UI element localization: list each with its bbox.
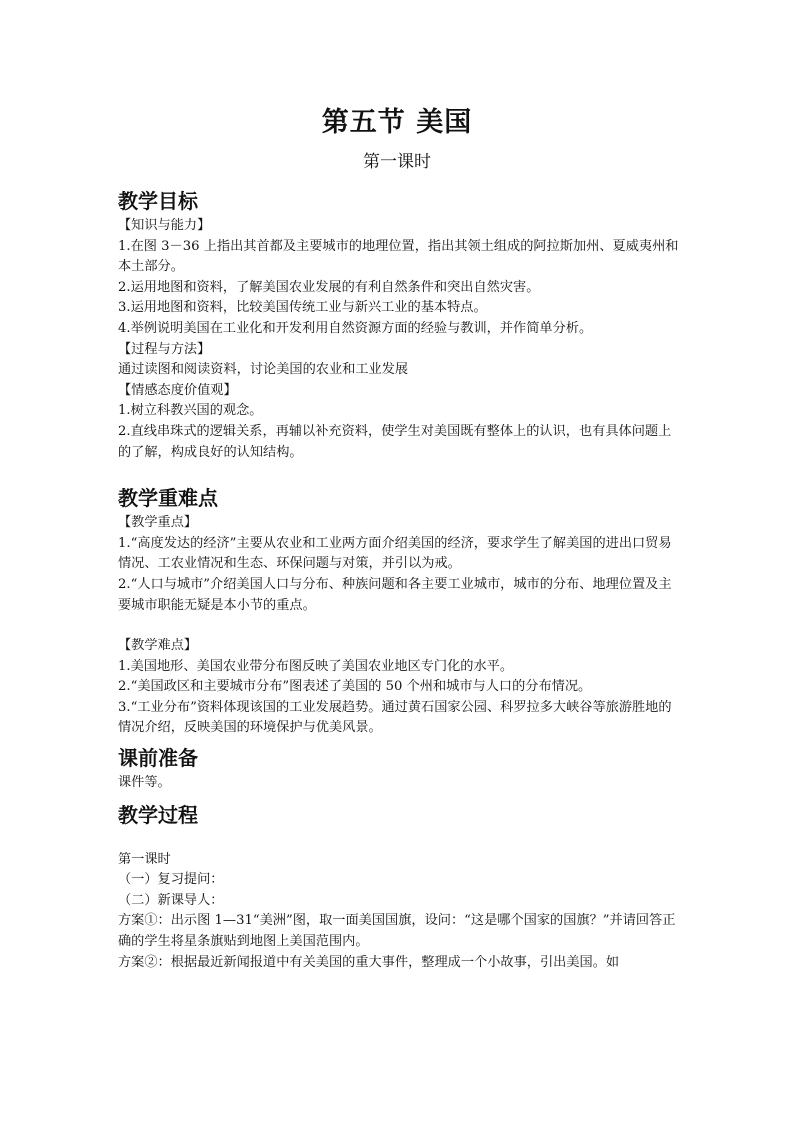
prep-text: 课件等。 — [118, 775, 171, 791]
process-line: （二）新课导人： — [118, 892, 224, 908]
emotion-item: 1.树立科教兴国的观念。 — [118, 403, 263, 419]
difficulty-label: 【教学难点】 — [118, 638, 198, 654]
knowledge-item: 3.运用地图和资料，比较美国传统工业与新兴工业的基本特点。 — [118, 300, 487, 316]
process-line: 方案②：根据最近新闻报道中有关美国的重大事件，整理成一个小故事，引出美国。如 — [118, 954, 620, 970]
difficulty-item: 2.“美国政区和主要城市分布”图表述了美国的 50 个州和城市与人口的分布情况。 — [118, 679, 592, 695]
section-heading-prep: 课前准备 — [118, 746, 198, 771]
spacer — [118, 616, 680, 636]
process-line: 第一课时 — [118, 851, 171, 867]
focus-item: 1.“高度发达的经济”主要从农业和工业两方面介绍美国的经济，要求学生了解美国的进出口贸易情况、工农业情况和生态、环保问题与对策，并引以为戒。 — [118, 535, 672, 572]
emotion-label: 【情感态度价值观】 — [118, 382, 237, 398]
focus-label: 【教学重点】 — [118, 515, 198, 531]
spacer — [118, 463, 680, 483]
process-label: 【过程与方法】 — [118, 341, 211, 357]
difficulty-item: 1.美国地形、美国农业带分布图反映了美国农业地区专门化的水平。 — [118, 658, 514, 674]
section-heading-keypoints: 教学重难点 — [118, 486, 218, 511]
knowledge-item: 4.举例说明美国在工业化和开发利用自然资源方面的经验与教训，并作简单分析。 — [118, 320, 593, 336]
emotion-item: 2.直线串珠式的逻辑关系，再辅以补充资料，使学生对美国既有整体上的认识，也有具体问题上的了解，构成良好的认知结构。 — [118, 423, 672, 460]
knowledge-label: 【知识与能力】 — [118, 218, 211, 233]
process-line: 方案①：出示图 1—31“美洲”图，取一面美国国旗，设问：“这是哪个国家的国旗？”并请回答正确的学生将星条旗贴到地图上美国范围内。 — [118, 913, 676, 950]
knowledge-item: 1.在图 3－36 上指出其首都及主要城市的地理位置，指出其领土组成的阿拉斯加州、夏威夷州和本土部分。 — [118, 238, 679, 275]
knowledge-item: 2.运用地图和资料，了解美国农业发展的有利自然条件和突出自然灾害。 — [118, 279, 540, 295]
section-heading-process: 教学过程 — [118, 802, 198, 827]
page-subtitle: 第一课时 — [363, 152, 431, 172]
spacer — [118, 830, 680, 850]
process-line: （一）复习提问： — [118, 872, 224, 888]
page-title: 第五节 美国 — [321, 107, 473, 138]
process-text: 通过读图和阅读资料，讨论美国的农业和工业发展 — [118, 362, 409, 378]
difficulty-item: 3.“工业分布”资料体现该国的工业发展趋势。通过黄石国家公园、科罗拉多大峡谷等旅游胜地的情况介绍，反映美国的环境保护与优美风景。 — [118, 699, 672, 736]
document-body — [118, 186, 680, 973]
focus-item: 2.“人口与城市”介绍美国人口与分布、种族问题和各主要工业城市，城市的分布、地理位置及主要城市职能无疑是本小节的重点。 — [118, 576, 672, 613]
section-heading-goals: 教学目标 — [118, 189, 198, 213]
